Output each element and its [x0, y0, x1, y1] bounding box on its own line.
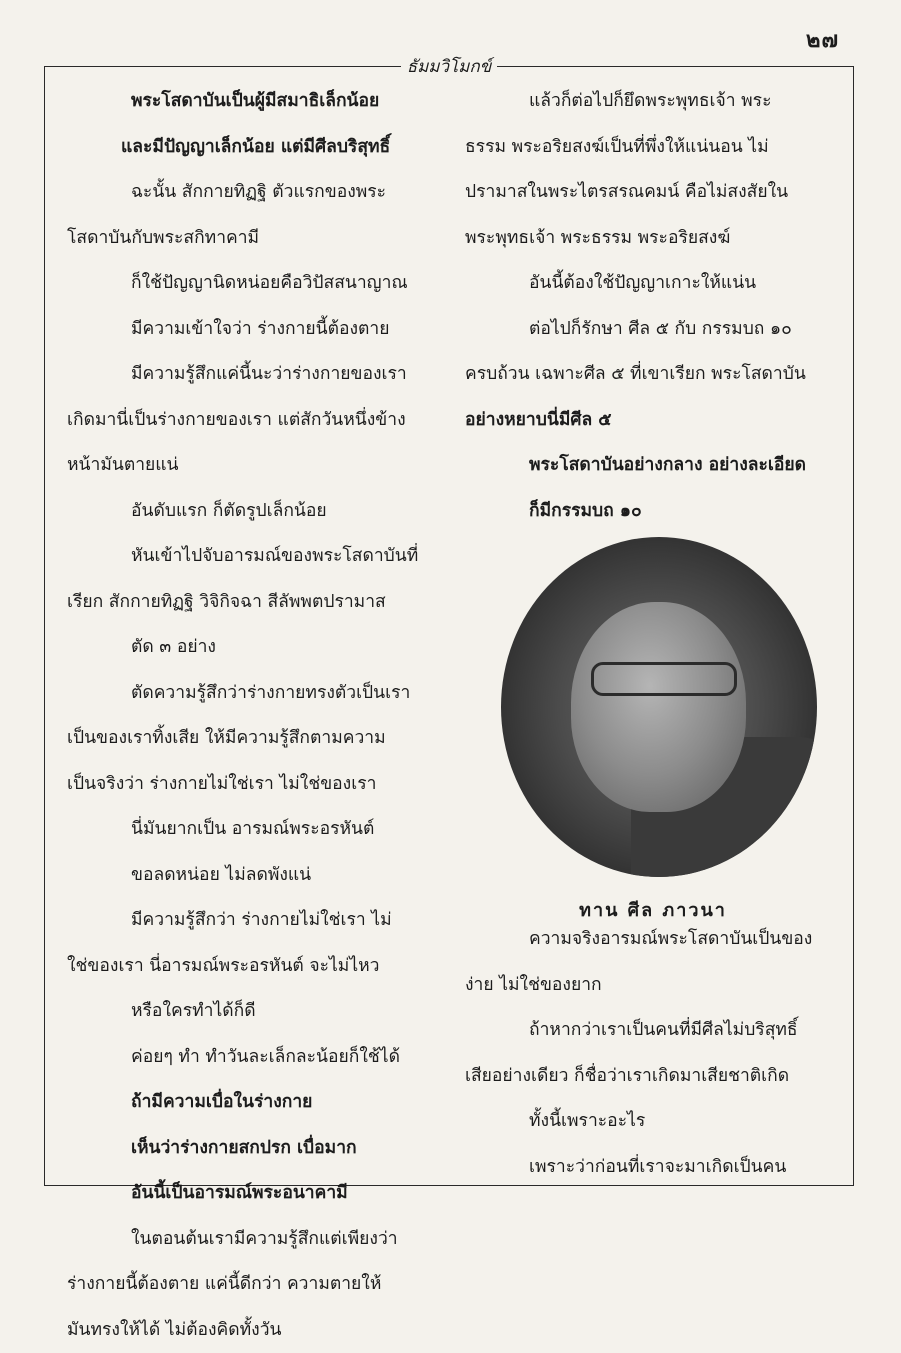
text-line: นี่มันยากเป็น อารมณ์พระอรหันต์ [67, 807, 457, 853]
right-column-top [465, 79, 841, 534]
text-line: ใช่ของเรา นี่อารมณ์พระอรหันต์ จะไม่ไหว [67, 944, 457, 990]
text-line: ร่างกายนี้ต้องตาย แค่นี้ดีกว่า ความตายให้ [67, 1262, 457, 1308]
text-line: ถ้าหากว่าเราเป็นคนที่มีศีลไม่บริสุทธิ์ [465, 1008, 841, 1054]
text-line: เกิดมานี่เป็นร่างกายของเรา แต่สักวันหนึ่งข้าง [67, 398, 457, 444]
left-column [67, 79, 457, 1353]
text-line: ธรรม พระอริยสงฆ์เป็นที่พึ่งให้แน่นอน ไม่ [465, 125, 841, 171]
text-line: แล้วก็ต่อไปก็ยึดพระพุทธเจ้า พระ [465, 79, 841, 125]
text-line: ความจริงอารมณ์พระโสดาบันเป็นของ [465, 917, 841, 963]
text-line: ก็ใช้ปัญญานิดหน่อยคือวิปัสสนาญาณ [67, 261, 457, 307]
text-line: มีความรู้สึกแค่นี้นะว่าร่างกายของเรา [67, 352, 457, 398]
photo-caption: ทาน ศีล ภาวนา [465, 895, 841, 924]
text-line: ฉะนั้น สักกายทิฏฐิ ตัวแรกของพระ [67, 170, 457, 216]
text-line: ตัด ๓ อย่าง [67, 625, 457, 671]
text-line: พระโสดาบันอย่างกลาง อย่างละเอียด [465, 443, 841, 489]
text-line: ง่าย ไม่ใช่ของยาก [465, 963, 841, 1009]
text-line: โสดาบันกับพระสกิทาคามี [67, 216, 457, 262]
text-line: อันนี้ต้องใช้ปัญญาเกาะให้แน่น [465, 261, 841, 307]
photo-glasses [591, 662, 737, 696]
text-line: ทั้งนี้เพราะอะไร [465, 1099, 841, 1145]
text-line: ก็มีกรรมบถ ๑๐ [465, 489, 841, 535]
photo-head [571, 602, 746, 812]
text-line: ครบถ้วน เฉพาะศีล ๕ ที่เขาเรียก พระโสดาบัน [465, 352, 841, 398]
text-line: มีความเข้าใจว่า ร่างกายนี้ต้องตาย [67, 307, 457, 353]
text-line: พระโสดาบันเป็นผู้มีสมาธิเล็กน้อย [67, 79, 457, 125]
text-line: เป็นจริงว่า ร่างกายไม่ใช่เรา ไม่ใช่ของเรา [67, 762, 457, 808]
text-line: ขอลดหน่อย ไม่ลดพังแน่ [67, 853, 457, 899]
text-line: ต่อไปก็รักษา ศีล ๕ กับ กรรมบถ ๑๐ [465, 307, 841, 353]
text-line: เพราะว่าก่อนที่เราจะมาเกิดเป็นคน [465, 1145, 841, 1191]
text-line: ถ้ามีความเบื่อในร่างกาย [67, 1080, 457, 1126]
running-header: ธัมมวิโมกข์ [45, 53, 853, 80]
right-column-bottom [465, 917, 841, 1190]
text-line: มีความรู้สึกว่า ร่างกายไม่ใช่เรา ไม่ [67, 898, 457, 944]
text-line: พระพุทธเจ้า พระธรรม พระอริยสงฆ์ [465, 216, 841, 262]
page-frame [44, 66, 854, 1186]
text-line: อันดับแรก ก็ตัดรูปเล็กน้อย [67, 489, 457, 535]
text-line: อย่างหยาบนี่มีศีล ๕ [465, 398, 841, 444]
text-line: มันทรงให้ได้ ไม่ต้องคิดทั้งวัน [67, 1308, 457, 1353]
text-line: เรียก สักกายทิฏฐิ วิจิกิจฉา สีลัพพตปรามาส [67, 580, 457, 626]
text-line: เสียอย่างเดียว ก็ชื่อว่าเราเกิดมาเสียชาติเกิด [465, 1054, 841, 1100]
text-line: เป็นของเราทิ้งเสีย ให้มีความรู้สึกตามความ [67, 716, 457, 762]
text-line: หันเข้าไปจับอารมณ์ของพระโสดาบันที่ [67, 534, 457, 580]
text-line: อันนี้เป็นอารมณ์พระอนาคามี [67, 1171, 457, 1217]
text-line: ค่อยๆ ทำ ทำวันละเล็กละน้อยก็ใช้ได้ [67, 1035, 457, 1081]
text-line: และมีปัญญาเล็กน้อย แต่มีศีลบริสุทธิ์ [67, 125, 457, 171]
monk-portrait-photo [501, 537, 817, 877]
text-line: หน้ามันตายแน่ [67, 443, 457, 489]
text-line: ปรามาสในพระไตรสรณคมน์ คือไม่สงสัยใน [465, 170, 841, 216]
text-line: ในตอนต้นเรามีความรู้สึกแต่เพียงว่า [67, 1217, 457, 1263]
text-line: ตัดความรู้สึกว่าร่างกายทรงตัวเป็นเรา [67, 671, 457, 717]
text-line: เห็นว่าร่างกายสกปรก เบื่อมาก [67, 1126, 457, 1172]
text-line: หรือใครทำได้ก็ดี [67, 989, 457, 1035]
page-number: ๒๗ [806, 22, 839, 57]
